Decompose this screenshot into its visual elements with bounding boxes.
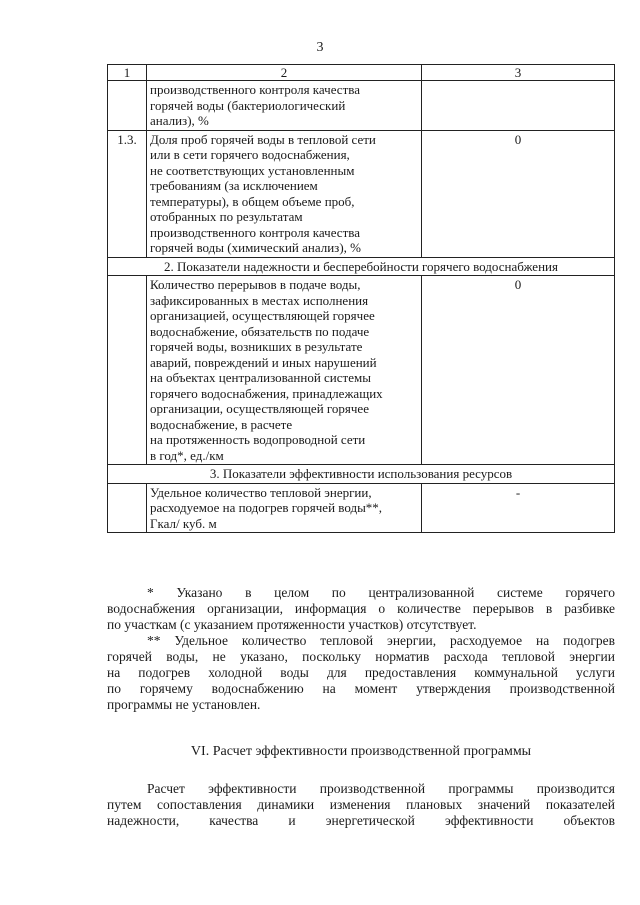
text-line: анализ), %: [150, 113, 209, 128]
text-line: производственного контроля качества: [150, 224, 360, 240]
text-line: водоснабжение, обязательств по подаче: [150, 323, 370, 339]
text-line: или в сети горячего водоснабжения,: [150, 147, 350, 162]
section-heading-3: 3. Показатели эффективности использования ресурсов: [108, 465, 615, 484]
text-line: горячей воды, возникших в результате: [150, 339, 363, 354]
indicator-cell: [147, 81, 422, 131]
row-number-cell: 1.3.: [108, 130, 147, 257]
text-line: горячей воды (бактериологический: [150, 97, 346, 113]
section-title: VI. Расчет эффективности производственной программы: [190, 744, 532, 759]
section-row: [108, 257, 615, 276]
text-line: Гкал/ куб. м: [150, 515, 217, 531]
table-row: [108, 81, 615, 131]
value-cell: -: [422, 483, 615, 533]
footnote-line: по горячему водоснабжению на момент утверждения производственной: [107, 681, 615, 696]
text-line: на объектах централизованной системы: [150, 370, 371, 385]
body-line: путем сопоставления динамики изменения плановых значений показателей: [107, 797, 615, 812]
footnote-line: на подогрев холодной воды для предоставления коммунальной услуги: [107, 665, 615, 680]
text-line: производственного контроля качества: [150, 82, 360, 97]
text-line: температуры), в общем объеме проб,: [150, 193, 355, 209]
text-line: Доля проб горячей воды в тепловой сети: [150, 131, 376, 147]
header-col-1: 1: [108, 65, 147, 81]
footnotes: [107, 585, 615, 713]
text-line: аварий, повреждений и иных нарушений: [150, 354, 377, 370]
footnote-line: * Указано в целом по централизованной системе горячего: [147, 585, 615, 600]
indicator-cell: [147, 276, 422, 465]
footnote-line: программы не установлен.: [107, 697, 261, 712]
text-line: требованиям (за исключением: [150, 178, 318, 193]
value-cell: [422, 81, 615, 131]
body-paragraph: [107, 781, 615, 829]
text-line: в год*, ед./км: [150, 447, 224, 463]
text-line: организации, осуществляющей горячее: [150, 401, 369, 416]
text-line: Удельное количество тепловой энергии,: [150, 484, 372, 500]
text-line: не соответствующих установленным: [150, 162, 355, 178]
footnote-1: [107, 585, 615, 633]
value-cell: 0: [422, 276, 615, 465]
footnote-line: водоснабжения организации, информация о количестве перерывов в разбивке: [107, 601, 615, 616]
text-line: горячей воды (химический анализ), %: [150, 240, 361, 255]
indicator-cell: [147, 130, 422, 257]
table-row: [108, 483, 615, 533]
text-line: отобранных по результатам: [150, 209, 303, 224]
body-line: Расчет эффективности производственной программы производится: [147, 781, 615, 796]
table-header-row: [108, 65, 615, 81]
indicators-table: [107, 64, 615, 533]
text-line: горячего водоснабжения, принадлежащих: [150, 385, 383, 401]
table-row: [108, 276, 615, 465]
header-col-3: 3: [422, 65, 615, 81]
row-number-cell: [108, 276, 147, 465]
text-line: Количество перерывов в подаче воды,: [150, 277, 361, 292]
text-line: на протяженность водопроводной сети: [150, 432, 366, 447]
footnote-line: по участкам (с указанием протяженности участков) отсутствует.: [107, 617, 477, 632]
body-line: надежности, качества и энергетической эффективности объектов: [107, 813, 615, 828]
footnote-2: [107, 633, 615, 713]
row-number-cell: [108, 81, 147, 131]
text-line: организацией, осуществляющей горячее: [150, 308, 375, 323]
footnote-line: горячей воды, не указано, поскольку норматив расхода тепловой энергии: [107, 649, 615, 664]
indicator-cell: [147, 483, 422, 533]
page-number: 3: [316, 40, 324, 55]
footnote-line: ** Удельное количество тепловой энергии, расходуемое на подогрев: [147, 633, 615, 648]
value-cell: 0: [422, 130, 615, 257]
header-col-2: 2: [147, 65, 422, 81]
row-number-cell: [108, 483, 147, 533]
section-heading-2: 2. Показатели надежности и бесперебойности горячего водоснабжения: [108, 257, 615, 276]
table-row: [108, 130, 615, 257]
section-row: [108, 465, 615, 484]
text-line: водоснабжение, в расчете: [150, 416, 293, 432]
text-line: расходуемое на подогрев горячей воды**,: [150, 500, 383, 515]
text-line: зафиксированных в местах исполнения: [150, 292, 369, 308]
